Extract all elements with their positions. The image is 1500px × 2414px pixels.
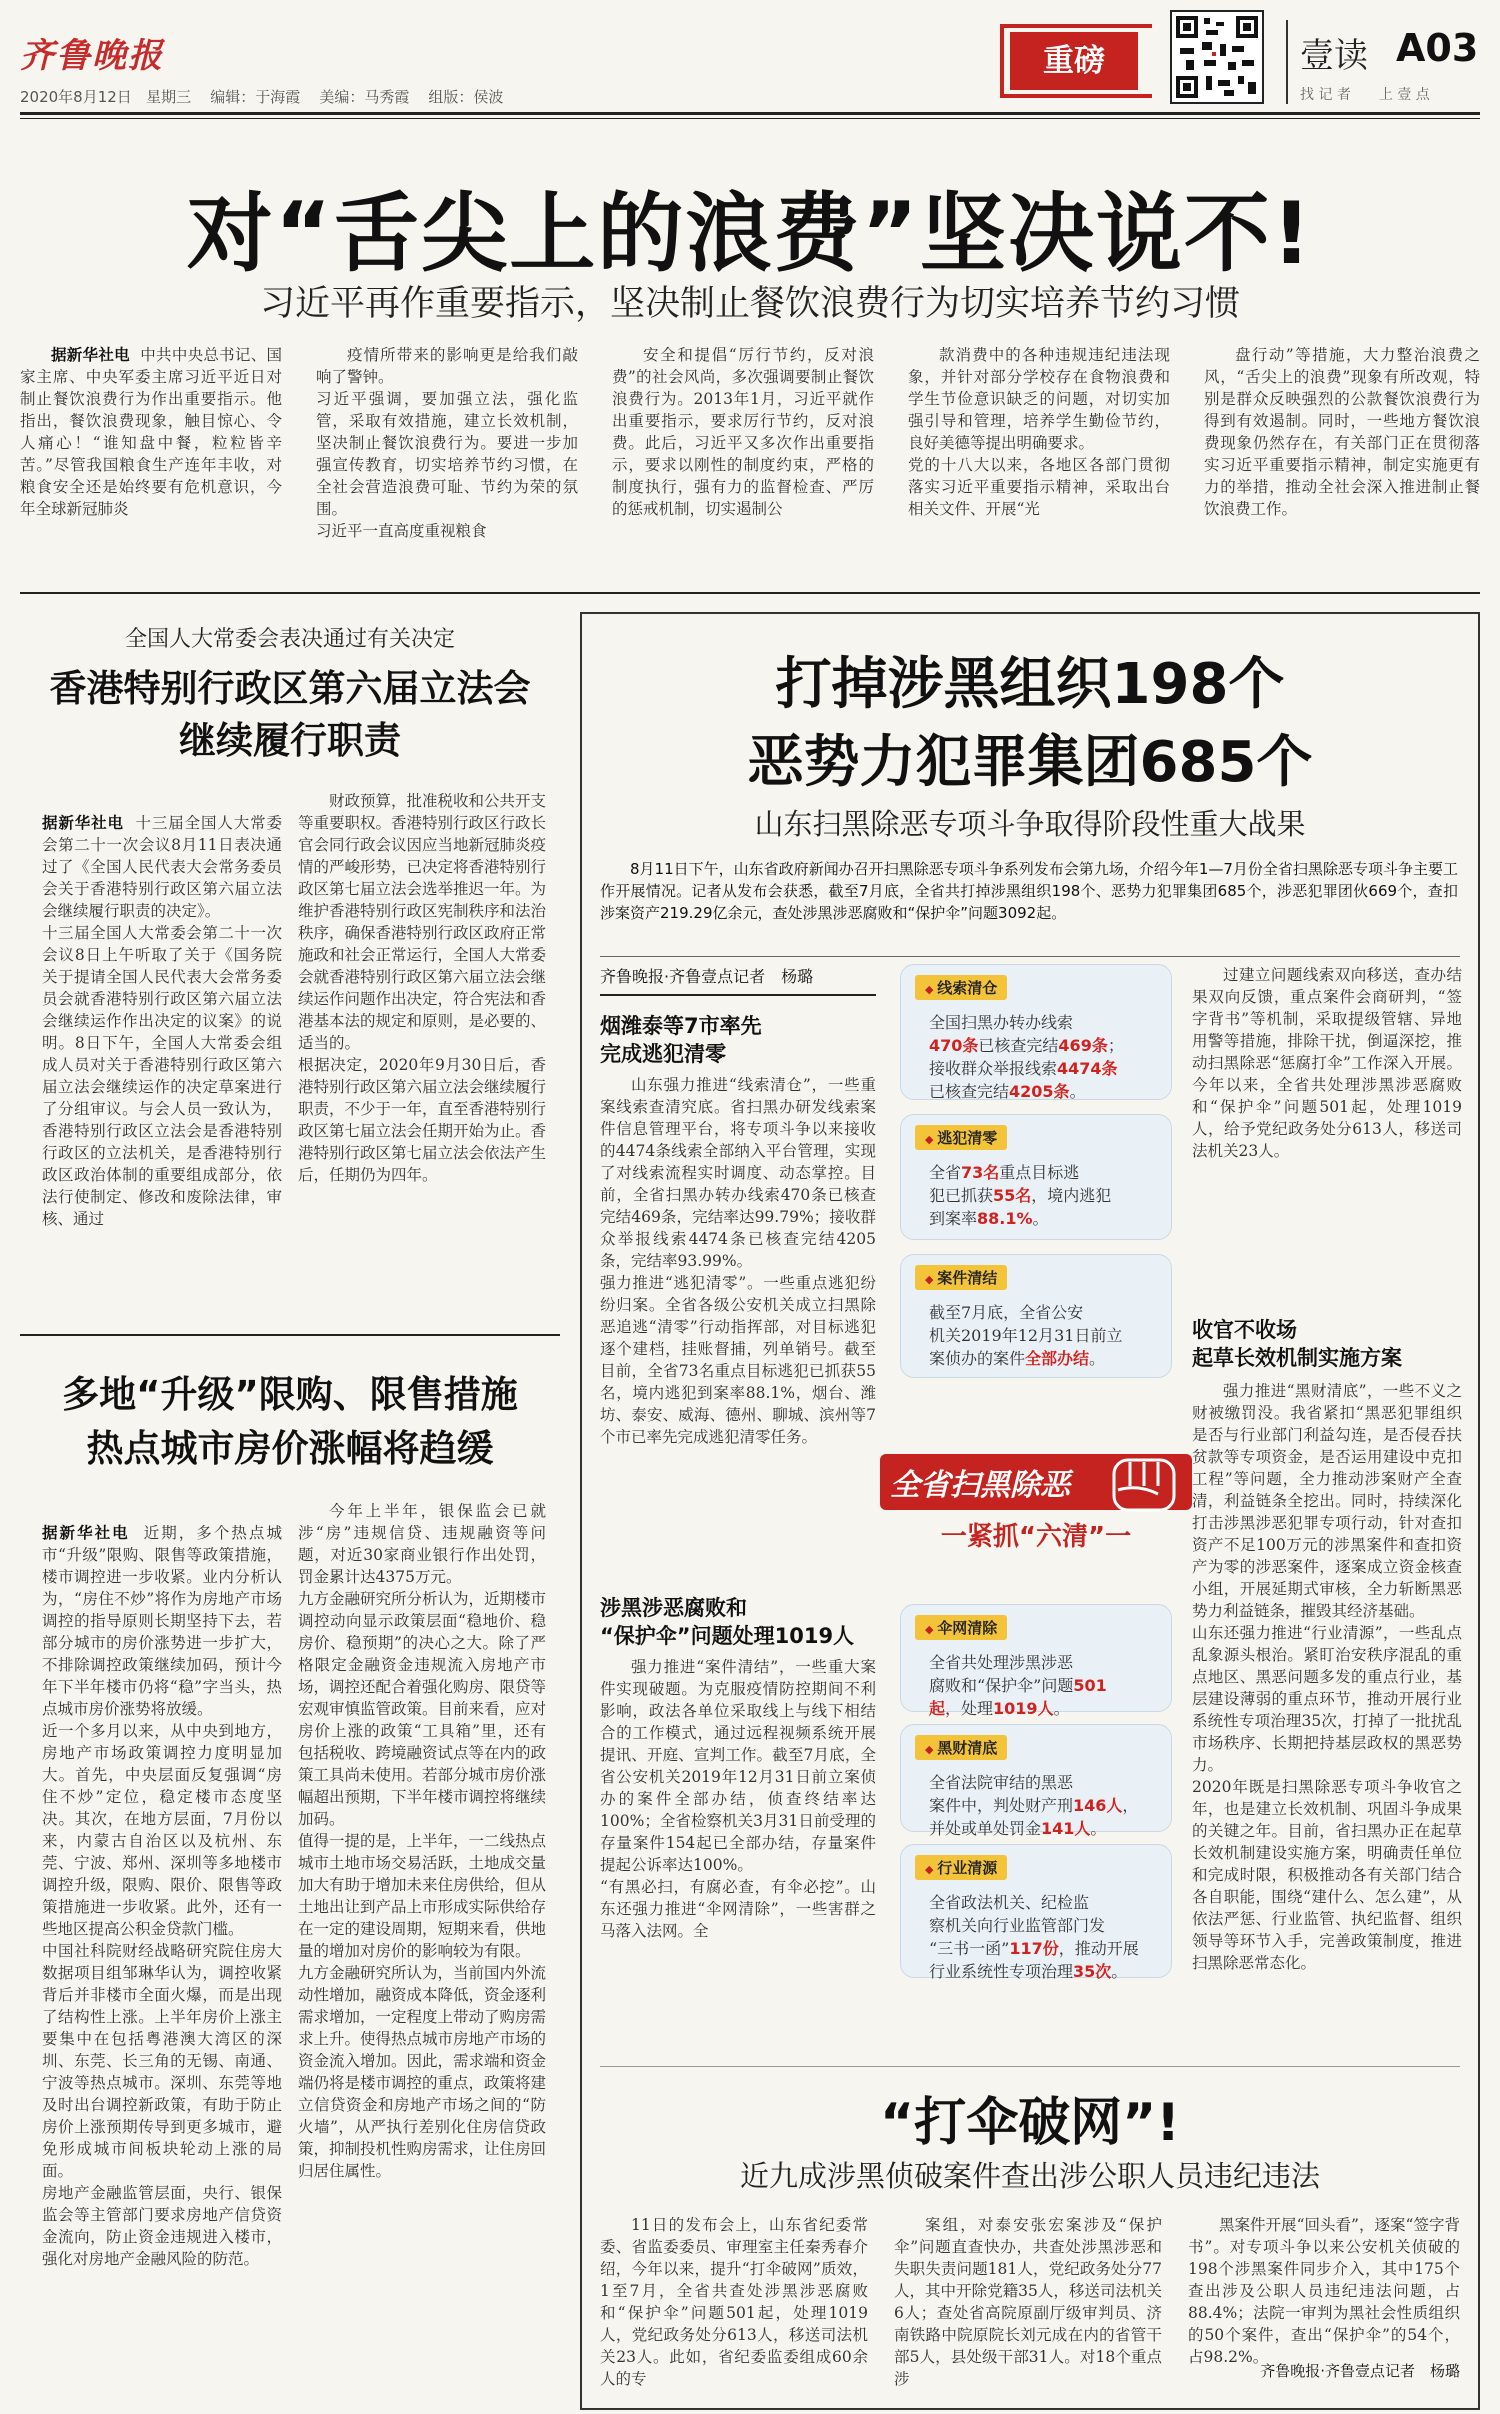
card-line [929, 1817, 1153, 1840]
card-text-run: 察机关向行业监管部门发 [929, 1916, 1106, 1935]
gang-intro-rule [600, 956, 1460, 957]
card-text-run: 并处或单处罚金 [929, 1819, 1042, 1838]
badge-bottom-text: 一紧抓“六清”一 [940, 1522, 1132, 1552]
hk-headline-1: 香港特别行政区第六届立法会 [49, 667, 531, 710]
masthead-rule [20, 112, 1480, 115]
card-text-run: 接收群众举报线索 [929, 1059, 1058, 1078]
housing-headline-1: 多地“升级”限购、限售措施 [62, 1373, 518, 1416]
card-line [929, 1184, 1153, 1207]
umbrella-col-1: 11日的发布会上，山东省纪委常委、省监委委员、审理室主任秦秀春介绍，今年以来，提升“打伞破网”质效，1至7月，全省共查处涉黑涉恶腐败和“保护伞”问题501起，处理1019人，党纪政务处分613人，移送司法机关23人。此如，省纪委监委组成60余人的专 [600, 2216, 868, 2388]
issue-date: 2020年8月12日 [20, 88, 132, 106]
gang-left-sub2-1: 涉黑涉恶腐败和 [600, 1596, 747, 1620]
card-text [929, 1891, 1153, 1983]
lead-story [20, 140, 1480, 540]
six-clears-card [900, 1724, 1172, 1838]
card-text-run: 全省 [929, 1163, 962, 1182]
lead-subheadline: 习近平再作重要指示，坚决制止餐饮浪费行为切实培养节约习惯 [259, 284, 1240, 324]
hk-story [20, 600, 560, 1320]
masthead-divider [1286, 20, 1288, 104]
card-text-run: 行业系统性专项治理 [929, 1962, 1074, 1981]
lead-headline: 对“舌尖上的浪费”坚决说不! [186, 184, 1314, 284]
card-text-run: ， [1122, 1796, 1139, 1815]
gang-left-sub1-1: 烟潍泰等7市率先 [600, 1014, 762, 1038]
six-clears-card [900, 1114, 1172, 1240]
card-line [929, 1347, 1153, 1370]
card-stat: 55名 [993, 1186, 1032, 1205]
gang-right-sub-1: 收官不收场 [1192, 1318, 1297, 1342]
gang-right-sub-2: 起草长效机制实施方案 [1192, 1346, 1402, 1370]
housing-story [20, 1340, 560, 2410]
gang-byline-rule [600, 994, 876, 996]
card-text-run: 全省共处理涉黑涉恶 [929, 1653, 1074, 1672]
card-line [929, 1057, 1153, 1080]
gang-left-col-a: 山东强力推进“线索清仓”，一些重案线索查清究底。省扫黑办研发线索案件信息管理平台，将专项斗争以来接收的4474条线索全部纳入平台管理，实现了对线索流程实时调度、动态掌控。目前，全省扫黑办转办线索470条已核查完结469条，完结率达99.79%；接收群众举报线索4474条已核查完结4205条，完结率93.99%。 强力推进“逃犯清零”。一些重点逃犯纷纷归案。全省各级公安机关成立扫黑除恶追逃“清零”行动指挥部，对目标逃犯逐个建档，挂账督捕，列单销号。截至目前，全省73名重点目标逃犯已抓获55名，境内逃犯到案率88.1%，烟台、潍坊、泰安、威海、德州、聊城、滨州等7个市已率先完成逃犯清零任务。 [600, 1076, 876, 1446]
umbrella-col-3: 黑案件开展“回头看”，逐案“签字背书”。对专项斗争以来公安机关侦破的198个涉黑案件同步介入，其中175个查出涉及公职人员违纪违法问题，占88.4%；法院一审判为黑社会性质组织的50个案件，查出“保护伞”的54个，占98.2%。 [1188, 2216, 1460, 2366]
card-text-run: 机关2019年12月31日前立 [929, 1326, 1123, 1345]
gang-headline-2: 恶势力犯罪集团685个 [747, 730, 1313, 795]
lead-col-1-text: 中共中央总书记、国家主席、中央军委主席习近平近日对制止餐饮浪费行为作出重要指示。他指出，餐饮浪费现象，触目惊心、令人痛心！“谁知盘中餐，粒粒皆辛苦。”尽管我国粮食生产连年丰收，对粮食安全还是始终要有危机意识，今年全球新冠肺炎 [20, 346, 282, 518]
card-line [929, 1937, 1153, 1960]
hk-byline: 据新华社电 [42, 814, 124, 832]
page-number: A03 [1396, 26, 1479, 70]
card-text-run: 案侦办的案件 [929, 1349, 1026, 1368]
gang-right-col-a: 过建立问题线索双向移送，查办结果双向反馈，重点案件会商研判，“签字背书”等机制，采取提级管辖、异地用警等措施，排除干扰，倒逼深挖，推动扫黑除恶“惩腐打伞”工作深入开展。今年以来，全省共处理涉黑涉恶腐败和“保护伞”问题501起，处理1019人，给予党纪政务处分613人，移送司法机关23人。 [1192, 966, 1462, 1160]
card-line [929, 1324, 1153, 1347]
umbrella-byline: 齐鲁晚报·齐鲁壹点记者 杨璐 [1260, 2362, 1460, 2380]
gang-left-sub1-2: 完成逃犯清零 [600, 1042, 726, 1066]
card-text-run: 。 [1053, 1699, 1070, 1718]
housing-col-1-text: 近期，多个热点城市“升级”限购、限售等政策措施，楼市调控进一步收紧。业内分析认为，“房住不炒”将作为房地产市场调控的指导原则长期坚持下去，若部分城市的房价涨势进一步扩大，不排除调控政策继续加码，预计今年下半年楼市仍将“稳”字当头，热点城市房价涨势将放缓。 近一个多月以来，从中央到地方，房地产市场政策调控力度明显加大。首先，中央层面反复强调“房住不炒”定位，稳定楼市态度坚决。其次，在地方层面，7月份以来，内蒙古自治区以及杭州、东莞、宁波、郑州、深圳等多地楼市调控升级，限购、限价、限售等政策措施进一步收紧。此外，还有一些地区提高公积金贷款门槛。 中国社科院财经战略研究院住房大数据项目组邹琳华认为，调控收紧背后并非楼市全面火爆，而是出现了结构性上涨。上半年房价上涨主要集中在包括粤港澳大湾区的深圳、东莞、长三角的无锡、南通、宁波等热点城市。深圳、东莞等地及时出台调控新政策，有助于防止房价上涨预期传导到更多城市，避免形成城市间板块轮动上涨的局面。 房地产金融监管层面，央行、银保监会等主管部门要求房地产信贷资金流向，防止资金违规进入楼市，强化对房地产金融风险的防范。 [42, 1524, 282, 2268]
card-stat: 88.1% [977, 1209, 1033, 1228]
card-text-run: 全省法院审结的黑恶 [929, 1773, 1074, 1792]
designer-credit: 美编：马秀霞 [319, 88, 410, 106]
card-text-run: 全省政法机关、纪检监 [929, 1893, 1090, 1912]
hk-col-1 [42, 790, 282, 1308]
card-line [929, 1771, 1153, 1794]
lead-byline: 据新华社电 [51, 346, 130, 364]
card-text-run: 腐败和“保护伞”问题 [929, 1676, 1074, 1695]
qr-code [1170, 10, 1264, 104]
card-title: ◆ 行业清源 [915, 1855, 1007, 1880]
card-text-run: 。 [1089, 1349, 1106, 1368]
housing-byline: 据新华社电 [42, 1524, 130, 1542]
card-line [929, 1301, 1153, 1324]
card-text-run: 到案率 [929, 1209, 978, 1228]
card-stat: 4474条 [1057, 1059, 1118, 1078]
card-line [929, 1960, 1153, 1983]
card-title: ◆ 黑财清底 [915, 1735, 1007, 1760]
card-text-run: 案件中，判处财产刑 [929, 1796, 1074, 1815]
card-text-run: 。 [1111, 1962, 1128, 1981]
lead-bottom-rule [20, 592, 1480, 594]
issue-weekday: 星期三 [146, 88, 192, 106]
lead-col-1 [20, 344, 282, 530]
six-clears-card [900, 1844, 1172, 1981]
card-text-run: “三书一函” [929, 1939, 1010, 1958]
proof-credit: 组版：侯波 [428, 88, 504, 106]
card-text-run: ； [1107, 1036, 1124, 1055]
card-stat: 117份 [1009, 1939, 1059, 1958]
six-clears-card [900, 1604, 1172, 1718]
card-line [929, 1161, 1153, 1184]
column-name: 壹读 [1300, 36, 1368, 76]
lead-col-3: 安全和提倡“厉行节约，反对浪费”的社会风尚，多次强调要制止餐饮浪费行为。2013年1月，习近平就作出重要指示，要求厉行节约，反对浪费。此后，习近平又多次作出重要指示，要求以刚性的制度约束，严格的制度执行，强有力的监督检查、严厉的惩戒机制，切实遏制公 [612, 346, 874, 518]
housing-headline-2: 热点城市房价涨幅将趋缓 [86, 1427, 494, 1470]
card-text-run: 。 [1069, 1082, 1086, 1101]
hk-bottom-rule [20, 1334, 560, 1336]
card-stat: 4205条 [1009, 1082, 1070, 1101]
card-stat: 1019人 [993, 1699, 1054, 1718]
gang-headline-1: 打掉涉黑组织198个 [775, 652, 1285, 717]
gang-subheadline: 山东扫黑除恶专项斗争取得阶段性重大战果 [754, 807, 1306, 841]
card-line [929, 1891, 1153, 1914]
card-line [929, 1914, 1153, 1937]
six-clears-card [900, 1254, 1172, 1378]
card-stat: 469条 [1058, 1036, 1108, 1055]
lead-col-5: 盘行动”等措施，大力整治浪费之风，“舌尖上的浪费”现象有所改观，特别是群众反映强烈的公款餐饮浪费行为得到有效遏制。同时，一些地方餐饮浪费现象仍然存在，有关部门正在贯彻落实习近平重要指示精神，制定实施更有力的举措，推动全社会深入推进制止餐饮浪费工作。 [1204, 346, 1480, 518]
card-text-run: 已核查完结 [929, 1082, 1010, 1101]
card-title: ◆ 逃犯清零 [915, 1125, 1007, 1150]
card-stat: 起 [929, 1699, 946, 1718]
umbrella-top-rule [600, 2066, 1460, 2067]
hk-col-2: 财政预算，批准税收和公共开支等重要职权。香港特别行政区行政长官会同行政会议因应当地新冠肺炎疫情的严峻形势，已决定将香港特别行政区第七届立法会选举推迟一年。为维护香港特别行政区宪制秩序和法治秩序，确保香港特别行政区政府正常施政和社会正常运行，全国人大常委会就香港特别行政区第六届立法会继续运作问题作出决定，符合宪法和香港基本法的规定和原则，是必要的、适当的。 根据决定，2020年9月30日后，香港特别行政区第六届立法会继续履行职责，不少于一年，直至香港特别行政区第七届立法会任期开始为止。香港特别行政区第七届立法会依法产生后，任期仍为四年。 [298, 792, 547, 1184]
hk-headline-2: 继续履行职责 [179, 719, 401, 762]
card-text [929, 1301, 1153, 1370]
card-stat: 501 [1073, 1676, 1107, 1695]
card-title: ◆ 案件清结 [915, 1265, 1007, 1290]
card-line [929, 1207, 1153, 1230]
card-text [929, 1161, 1153, 1230]
masthead [0, 0, 1500, 140]
badge-top-text: 全省扫黑除恶 [890, 1468, 1070, 1503]
card-line [929, 1651, 1153, 1674]
card-line [929, 1034, 1153, 1057]
card-line [929, 1794, 1153, 1817]
umbrella-col-2: 案组，对泰安张宏案涉及“保护伞”问题直查快办，共查处涉黑涉恶和失职失责问题181人，党纪政务处分77人，其中开除党籍35人，移送司法机关6人；查处省高院原副厅级审判员、济南铁路中院原院长刘元成在内的省管干部5人，县处级干部31人。对18个重点涉 [894, 2216, 1162, 2388]
card-stat: 146人 [1073, 1796, 1123, 1815]
gang-left-sub2-2: “保护伞”问题处理1019人 [600, 1624, 855, 1648]
card-text-run: ，处理 [945, 1699, 994, 1718]
card-text-run: ，推动开展 [1058, 1939, 1139, 1958]
editor-credit: 编辑：于海霞 [210, 88, 301, 106]
card-text-run: 重点目标逃 [999, 1163, 1080, 1182]
six-clears-badge [880, 1454, 1192, 1564]
card-line [929, 1697, 1153, 1720]
column-slogan: 找 记 者 上 壹 点 [1300, 87, 1430, 103]
hk-kicker: 全国人大常委会表决通过有关决定 [124, 627, 455, 652]
card-line [929, 1674, 1153, 1697]
card-text-run: 犯已抓获 [929, 1186, 994, 1205]
card-text [929, 1771, 1153, 1840]
fist-icon [1108, 1450, 1184, 1520]
dateline [20, 86, 503, 107]
gang-intro: 8月11日下午，山东省政府新闻办召开扫黑除恶专项斗争系列发布会第九场，介绍今年1—7月份全省扫黑除恶专项斗争主要工作开展情况。记者从发布会获悉，截至7月底，全省共打掉涉黑组织198个、恶势力犯罪集团685个，涉恶犯罪团伙669个，查扣涉案资产219.29亿余元，查处涉黑涉恶腐败和“保护伞”问题3092起。 [600, 860, 1458, 922]
card-text-run: 。 [1032, 1209, 1049, 1228]
card-stat: 73名 [961, 1163, 1000, 1182]
section-badge: 重磅 [1010, 32, 1138, 90]
housing-col-2: 今年上半年，银保监会已就涉“房”违规信贷、违规融资等问题，对近30家商业银行作出处罚，罚金累计达4375万元。 九方金融研究所分析认为，近期楼市调控动向显示政策层面“稳地价、稳房价、稳预期”的决心之大。除了严格限定金融资金违规流入房地产市场，调控还配合着强化购房、限贷等宏观审慎监管政策。目前来看，应对房价上涨的政策“工具箱”里，还有包括税收、跨境融资试点等在内的政策工具尚未使用。若部分城市房价涨幅超出预期，下半年楼市调控将继续加码。 值得一提的是，上半年，一二线热点城市土地市场交易活跃，土地成交量加大有助于增加未来住房供给，但从土地出让到产品上市形成实际供给存在一定的建设周期，短期来看，供地量的增加对房价的影响较为有限。 九方金融研究所认为，当前国内外流动性增加，融资成本降低，资金逐利需求增加，一定程度上带动了购房需求上升。使得热点城市房地产市场的资金流入增加。因此，需求端和资金端仍将是楼市调控的重点，政策将建立信贷资金和房地产市场之间的“防火墙”，从严执行差别化住房信贷政策，抑制投机性购房需求，让住房回归居住属性。 [298, 1502, 547, 2180]
card-stat: 35次 [1073, 1962, 1112, 1981]
card-text [929, 1651, 1153, 1720]
gang-right-col-b: 强力推进“黑财清底”，一些不义之财被缴罚没。我省紧扣“黑恶犯罪组织是否与行业部门利益勾连，是否侵吞扶贫款等专项资金，是否运用建设中克扣工程”等问题，全力推动涉案财产全查清，利益链条全挖出。同时，持续深化打击涉黑涉恶犯罪专项行动，针对查扣资产不足100万元的涉黑案件和查扣资产为零的涉恶案件，逐案成立资金核查小组，开展延期式审核，全力斩断黑恶势力利益链条，摧毁其经济基础。 山东还强力推进“行业清源”，一些乱点乱象源头根治。紧盯治安秩序混乱的重点地区、黑恶问题多发的重点行业，基层建设薄弱的重点环节，推动开展行业系统性专项治理35次，打掉了一批扰乱市场秩序、长期把持基层政权的黑恶势力。 2020年既是扫黑除恶专项斗争收官之年，也是建立长效机制、巩固斗争成果的关键之年。目前，省扫黑办正在起草长效机制建设实施方案，明确责任单位和完成时限，积极推动各有关部门结合各自职能，围绕“建什么、怎么建”，从依法严惩、行业监管、执纪监督、组织领导等环节入手，完善政策制度，推进扫黑除恶常态化。 [1192, 1382, 1462, 1972]
masthead-rule-thin [20, 118, 1480, 119]
housing-col-1 [42, 1500, 282, 2400]
card-text-run: 已核查完结 [978, 1036, 1059, 1055]
gang-story-box [580, 612, 1480, 2410]
card-text-run: 全国扫黑办转办线索 [929, 1013, 1074, 1032]
hk-col-1-text: 十三届全国人大常委会第二十一次会议8月11日表决通过了《全国人民代表大会常务委员会关于香港特别行政区第六届立法会继续履行职责的决定》。 十三届全国人大常委会第二十一次会议8日上午听取了关于《国务院关于提请全国人民代表大会常务委员会就香港特别行政区第六届立法会继续运作作出决定的议案》的说明。8日下午，全国人大常委会组成人员对关于香港特别行政区第六届立法会继续运作的决定草案进行了分组审议。与会人员一致认为，香港特别行政区立法会是香港特别行政区的立法机关，是香港特别行政区政治体制的重要组成部分，依法行使制定、修改和废除法律，审核、通过 [42, 814, 282, 1228]
gang-left-col-b: 强力推进“案件清结”，一些重大案件实现破题。为克服疫情防控期间不利影响，政法各单位采取线上与线下相结合的工作模式，通过远程视频系统开展提讯、开庭、宣判工作。截至7月底，全省公安机关2019年12月31日前立案侦办的案件全部办结，侦查终结率达100%；全省检察机关3月31日前受理的存量案件154起已全部办结，存量案件提起公诉率达100%。 “有黑必扫，有腐必查，有伞必挖”。山东还强力推进“伞网清除”，一些害群之马落入法网。全 [600, 1658, 876, 1940]
lead-col-2: 疫情所带来的影响更是给我们敲响了警钟。 习近平强调，要加强立法，强化监管，采取有效措施，建立长效机制，坚决制止餐饮浪费行为。要进一步加强宣传教育，切实培养节约习惯，在全社会营造浪费可耻、节约为荣的氛围。 习近平一直高度重视粮食 [316, 346, 578, 540]
umbrella-headline: “打伞破网”! [879, 2093, 1181, 2153]
card-text-run: 。 [1090, 1819, 1107, 1838]
card-text [929, 1011, 1153, 1103]
lead-col-4: 款消费中的各种违规违纪违法现象，并针对部分学校存在食物浪费和学生节俭意识缺乏的问题，对切实加强引导和管理，培养学生勤俭节约，良好美德等提出明确要求。 党的十八大以来，各地区各部门贯彻落实习近平重要指示精神，采取出台相关文件、开展“光 [908, 346, 1170, 518]
card-title: ◆ 线索清仓 [915, 975, 1007, 1000]
card-stat: 470条 [929, 1036, 979, 1055]
card-line [929, 1080, 1153, 1103]
six-clears-card [900, 964, 1172, 1100]
paper-logo: 齐鲁晚报 [20, 36, 164, 76]
card-text-run: 截至7月底，全省公安 [929, 1303, 1084, 1322]
card-title: ◆ 伞网清除 [915, 1615, 1007, 1640]
card-text-run: ，境内逃犯 [1031, 1186, 1112, 1205]
umbrella-subheadline: 近九成涉黑侦破案件查出涉公职人员违纪违法 [739, 2159, 1320, 2193]
gang-byline: 齐鲁晚报·齐鲁壹点记者 杨璐 [600, 967, 814, 986]
card-stat: 全部办结 [1025, 1349, 1090, 1368]
card-stat: 141人 [1041, 1819, 1091, 1838]
card-line [929, 1011, 1153, 1034]
